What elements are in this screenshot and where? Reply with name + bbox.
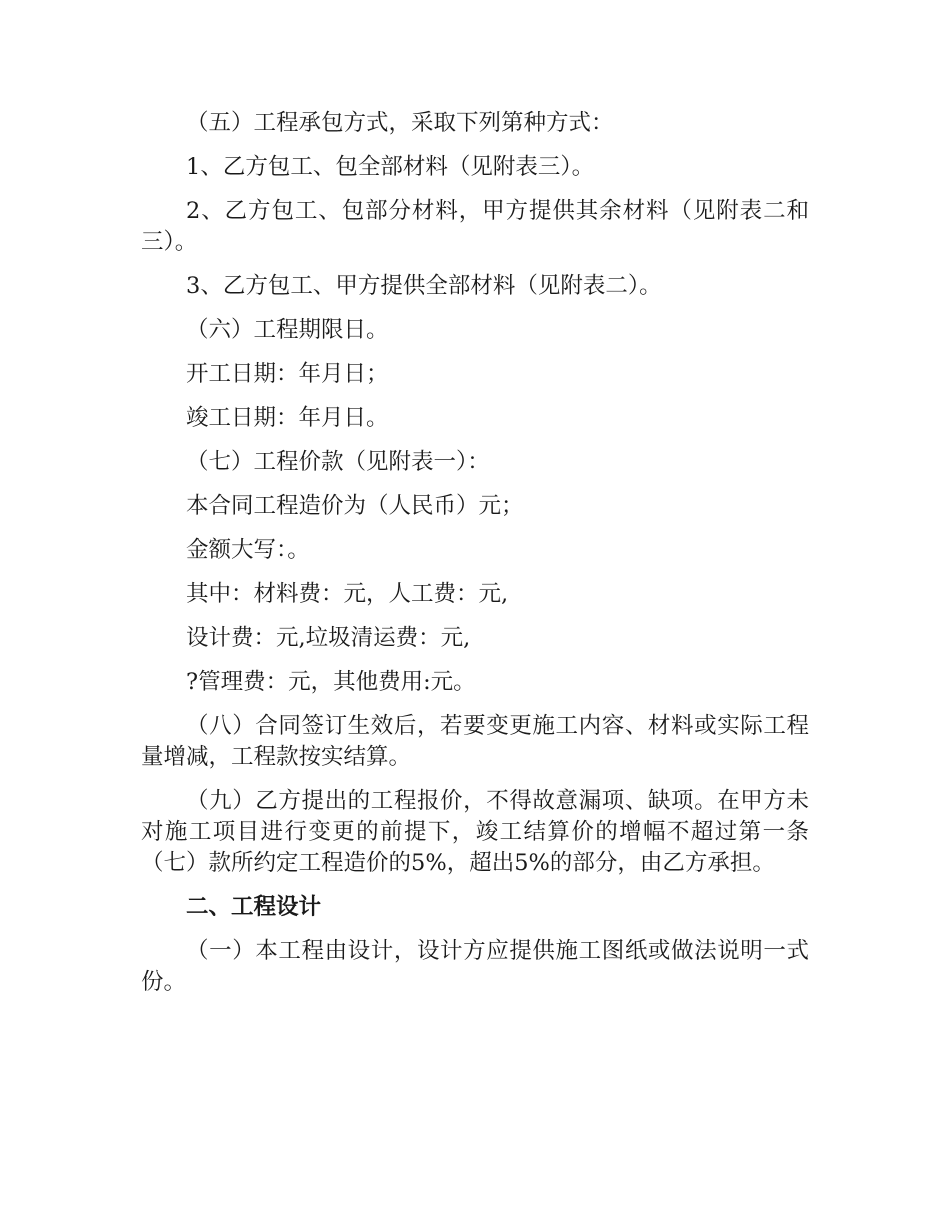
paragraph-option-1: 1、乙方包工、包全部材料（见附表三）。 [186,154,595,180]
paragraph-start-date: 开工日期：年月日； [186,361,389,387]
paragraph-material-labor: 其中：材料费：元，人工费：元, [186,581,509,607]
paragraph-total-price: 本合同工程造价为（人民币）元； [186,493,524,519]
section-heading-design: 二、工程设计 [186,894,322,920]
document-body [141,108,809,1011]
paragraph-price-heading: （七）工程价款（见附表一）： [186,449,490,475]
paragraph-end-date: 竣工日期：年月日。 [186,405,389,431]
paragraph-quotation-rules: （九）乙方提出的工程报价，不得故意漏项、缺项。在甲方未对施工项目进行变更的前提下，竣工结算价的增幅不超过第一条（七）款所约定工程造价的5%，超出5%的部分，由乙方承担。 [141,788,809,876]
paragraph-design-cleanup: 设计费：元,垃圾清运费：元, [186,625,471,651]
paragraph-contract-method: （五）工程承包方式，采取下列第种方式： [186,110,614,136]
paragraph-change-settlement: （八）合同签订生效后，若要变更施工内容、材料或实际工程量增减，工程款按实结算。 [141,713,809,770]
paragraph-option-2: 2、乙方包工、包部分材料，甲方提供其余材料（见附表二和三）。 [141,198,809,255]
paragraph-duration: （六）工程期限日。 [186,317,389,343]
paragraph-design-provider: （一）本工程由设计，设计方应提供施工图纸或做法说明一式份。 [141,938,809,995]
paragraph-management-other: ?管理费：元，其他费用:元。 [186,669,476,695]
paragraph-amount-words: 金额大写：。 [186,537,310,563]
paragraph-option-3: 3、乙方包工、甲方提供全部材料（见附表二）。 [186,273,662,299]
